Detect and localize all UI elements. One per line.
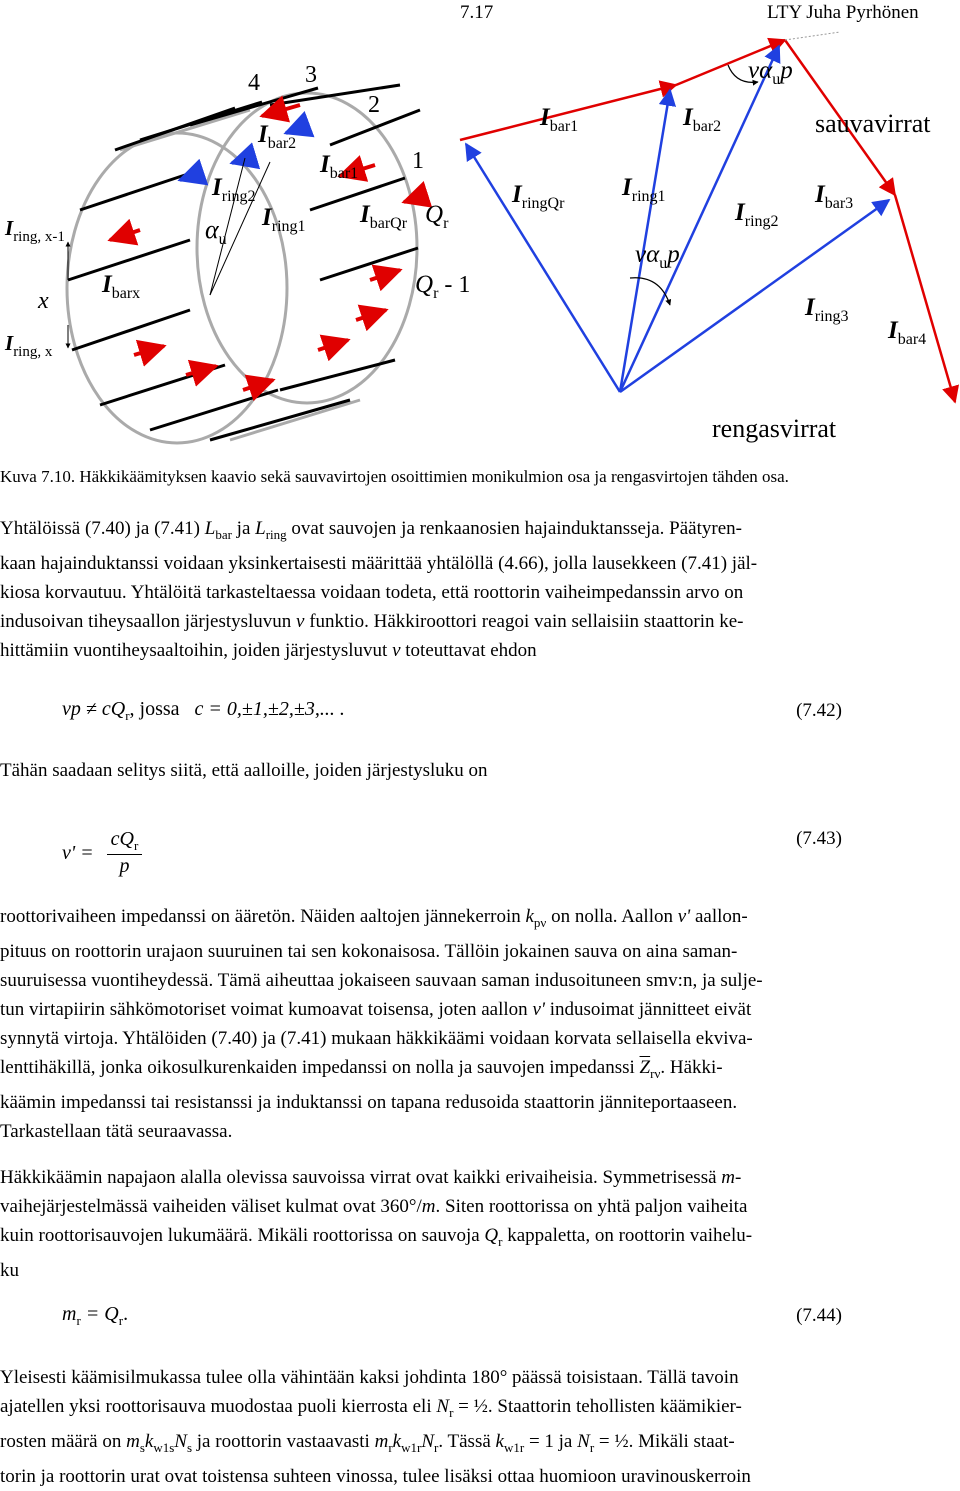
label-ibar1: $I_{bar1}$ bbox=[320, 151, 359, 182]
paragraph-5: Yleisesti käämisilmukassa tulee olla vähintään kaksi johdinta 180° päässä toisistaan. Tällä tavoin ajatellen yksi roottorisauva muodostaa puoli kierrosta eli $N_r$ = ½. Staattorin tehollisten käämikier- rosten määrä on $m_sk_{w1s}N_s$ ja roottorin vastaavasti $m_rk_{w1r}N_r$. Tässä $k_{w1r} = 1$ ja $N_r$ = ½. Mikäli staat- torin ja roottorin urat ovat toistensa suhteen vinossa, tulee lisäksi ottaa huomioon uravinouskerroin bbox=[0, 1367, 751, 1487]
label-iring2: $I_{ring2}$ bbox=[212, 174, 256, 205]
label-phasor-iringqr: $I_{ringQr}$ bbox=[512, 181, 565, 212]
dotted-extension bbox=[785, 32, 840, 40]
label-x: x bbox=[38, 288, 49, 314]
paragraph-3: roottorivaiheen impedanssi on ääretön. Näiden aaltojen jännekerroin $k_{p\nu}$ on nolla. Aallon ν' aallon- pituus on roottorin urajaon suuruinen tai sen kokonaisosa. Tällöin jokainen sauva on aina saman- suuruisessa vuontiheydessä. Tämä aiheuttaa jokaiseen sauvaan saman indusoituneen smv:n, ja sulje- tun virtapiirin sähkömotoriset voimat kumoavat toisensa, joten aallon ν' indusoimat jännitteet eivät synnytä virtoja. Yhtälöiden (7.40) ja (7.41) mukaan häkkikäämi voidaan korvata sellaisella ekviva- lenttihäkillä, jonka oikosulkurenkaiden impedanssi on nolla ja sauvojen impedanssi $\overline{Z}_{r\nu}$. Häkki- käämin impedanssi tai resistanssi ja induktanssi on tapana redusoida staattorin jänniteportaaseen. Tarkastellaan tätä seuraavassa. bbox=[0, 906, 763, 1142]
equation-7-44: $m_r = Q_r$. bbox=[62, 1303, 129, 1328]
equation-7-43: ν' = $cQ_r$ p bbox=[62, 828, 142, 878]
label-nu-alpha-p-top: $\nu\alpha_up$ bbox=[748, 57, 793, 88]
label-phasor-ibar2: $I_{bar2}$ bbox=[683, 104, 722, 135]
page-number: 7.17 bbox=[460, 2, 494, 23]
slot-number: 4 bbox=[248, 70, 260, 96]
label-iring-x: $I_{ring, x}$ bbox=[5, 331, 53, 360]
label-phasor-ibar3: $I_{bar3}$ bbox=[815, 181, 854, 212]
paragraph-4: Häkkikäämin napajaon alalla olevissa sauvoissa virrat ovat kaikki erivaiheisia. Symmetrisessä m- vaihejärjestelmässä vaiheiden väliset kulmat ovat 360°/m. Siten roottorissa on yhtä paljon vaiheita kuin roottorisauvojen lukumäärä. Mikäli roottorissa on sauvoja $Q_r$ kappaletta, on roottorin vaihelu- ku bbox=[0, 1167, 753, 1281]
slot-number: 2 bbox=[368, 92, 380, 118]
label-phasor-iring2: $I_{ring2}$ bbox=[735, 199, 779, 230]
slot-number: 3 bbox=[305, 62, 317, 88]
label-phasor-iring1: $I_{ring1}$ bbox=[622, 174, 666, 205]
cage-rings bbox=[67, 93, 417, 443]
figure-caption: Kuva 7.10. Häkkikäämityksen kaavio sekä sauvavirtojen osoittimien monikulmion osa ja rengasvirtojen tähden osa. bbox=[0, 467, 789, 486]
label-phasor-ibar1: $I_{bar1}$ bbox=[540, 104, 579, 135]
bar-current-polygon bbox=[460, 40, 955, 402]
label-rengasvirrat: rengasvirrat bbox=[712, 414, 837, 443]
label-qr: $Q_r$ bbox=[425, 201, 449, 232]
label-iring-x-1: $I_{ring, x-1}$ bbox=[5, 216, 65, 245]
label-iring1: $I_{ring1}$ bbox=[262, 204, 306, 235]
cage-bars bbox=[68, 85, 420, 440]
label-ibar2: $I_{bar2}$ bbox=[258, 121, 297, 152]
slot-number: 1 bbox=[412, 148, 424, 174]
label-phasor-iring3: $I_{ring3}$ bbox=[805, 294, 849, 325]
equation-number: (7.42) bbox=[796, 700, 842, 721]
label-sauvavirrat: sauvavirrat bbox=[815, 109, 931, 138]
label-ibarx: $I_{barx}$ bbox=[102, 271, 141, 302]
cage-winding-figure bbox=[0, 30, 960, 460]
label-ibarqr: $I_{barQr}$ bbox=[360, 201, 408, 232]
equation-number: (7.44) bbox=[796, 1305, 842, 1326]
label-qr-minus-1: $Q_r - 1$ bbox=[415, 271, 471, 302]
equation-number: (7.43) bbox=[796, 828, 842, 849]
alpha-angle-lines bbox=[68, 158, 270, 348]
label-phasor-ibar4: $I_{bar4}$ bbox=[888, 317, 927, 348]
paragraph-2: Tähän saadaan selitys siitä, että aalloille, joiden järjestysluku on bbox=[0, 760, 488, 781]
running-author: LTY Juha Pyrhönen bbox=[767, 2, 919, 23]
label-alpha: $\alpha_u$ bbox=[205, 215, 227, 248]
label-nu-alpha-p-bottom: $\nu\alpha_up$ bbox=[635, 241, 680, 272]
paragraph-1: Yhtälöissä (7.40) ja (7.41) $L_{bar}$ ja $L_{ring}$ ovat sauvojen ja renkaanosien hajainduktansseja. Päätyren- kaan hajainduktanssi voidaan yksinkertaisesti määrittää yhtälöllä (4.66), jolla lausekkeen (7.41) jäl- kiosa korvautuu. Yhtälöitä tarkasteltaessa voidaan todeta, että roottorin vaiheimpedanssin arvo on indusoivan tiheysaallon järjestysluvun ν funktio. Häkkiroottori reagoi vain sellaisiin staattorin ke- hittämiin vuontiheysaaltoihin, joiden järjestysluvut ν toteuttavat ehdon bbox=[0, 518, 758, 661]
equation-7-42: $\nu p \ne cQ_r$, jossa c = 0,±1,±2,±3,... . bbox=[62, 698, 345, 723]
